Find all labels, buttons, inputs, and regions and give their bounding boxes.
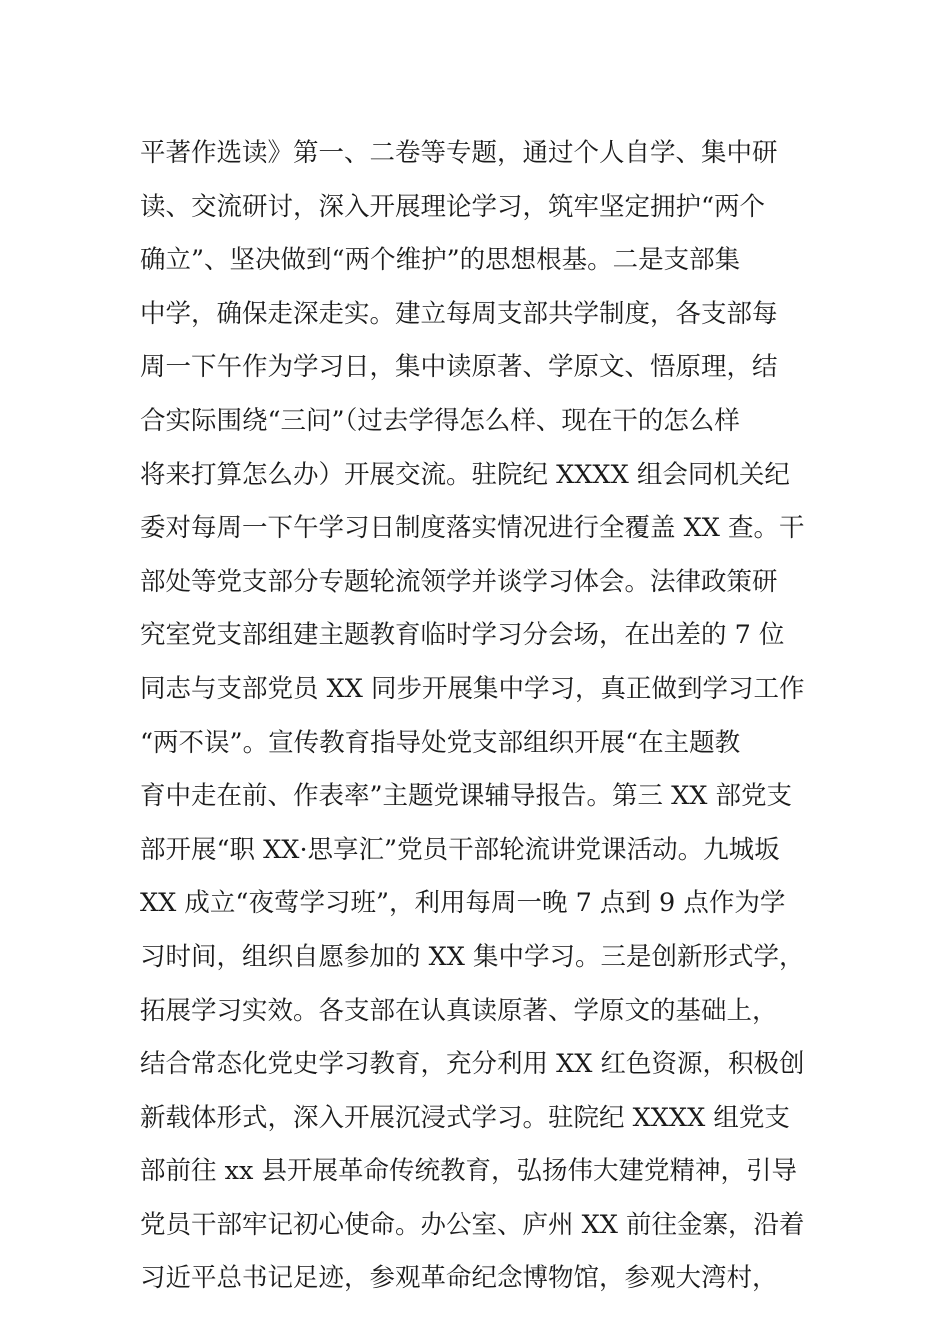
text-line: 平著作选读》第一、二卷等专题，通过个人自学、集中研 <box>140 138 778 168</box>
text-line: 中学，确保走深走实。建立每周支部共学制度，各支部每 <box>140 298 778 329</box>
text-line: XX 成立“夜莺学习班”，利用每周一晚 7 点到 9 点作为学 <box>140 888 786 919</box>
text-line: 委对每周一下午学习日制度落实情况进行全覆盖 XX 查。干 <box>140 513 805 544</box>
text-line: 确立”、坚决做到“两个维护”的思想根基。二是支部集 <box>140 245 741 276</box>
text-line: 育中走在前、作表率”主题党课辅导报告。第三 XX 部党支 <box>140 781 793 812</box>
text-line: 新载体形式，深入开展沉浸式学习。驻院纪 XXXX 组党支 <box>140 1102 790 1133</box>
text-line: 将来打算怎么办）开展交流。驻院纪 XXXX 组会同机关纪 <box>140 459 790 490</box>
text-line: 拓展学习实效。各支部在认真读原著、学原文的基础上， <box>140 995 778 1026</box>
text-line: “两不误”。宣传教育指导处党支部组织开展“在主题教 <box>140 727 741 758</box>
text-line: 习近平总书记足迹，参观革命纪念博物馆，参观大湾村， <box>140 1263 778 1294</box>
text-line: 习时间，组织自愿参加的 XX 集中学习。三是创新形式学， <box>140 941 805 972</box>
text-line: 读、交流研讨，深入开展理论学习，筑牢坚定拥护“两个 <box>140 191 766 222</box>
text-line: 同志与支部党员 XX 同步开展集中学习，真正做到学习工作 <box>140 673 805 704</box>
text-line: 党员干部牢记初心使命。办公室、庐州 XX 前往金寨，沿着 <box>140 1209 805 1240</box>
text-line: 结合常态化党史学习教育，充分利用 XX 红色资源，积极创 <box>140 1049 805 1080</box>
text-line: 周一下午作为学习日，集中读原著、学原文、悟原理，结 <box>140 352 778 383</box>
text-line: 部前往 xx 县开展革命传统教育，弘扬伟大建党精神，引导 <box>140 1156 797 1187</box>
body-text <box>140 127 820 1306</box>
text-line: 部处等党支部分专题轮流领学并谈学习体会。法律政策研 <box>140 566 778 597</box>
text-line: 究室党支部组建主题教育临时学习分会场，在出差的 7 位 <box>140 620 785 651</box>
text-line: 部开展“职 XX·思享汇”党员干部轮流讲党课活动。九城坂 <box>140 834 780 865</box>
text-line: 合实际围绕“三问”（过去学得怎么样、现在干的怎么样 <box>140 405 740 436</box>
